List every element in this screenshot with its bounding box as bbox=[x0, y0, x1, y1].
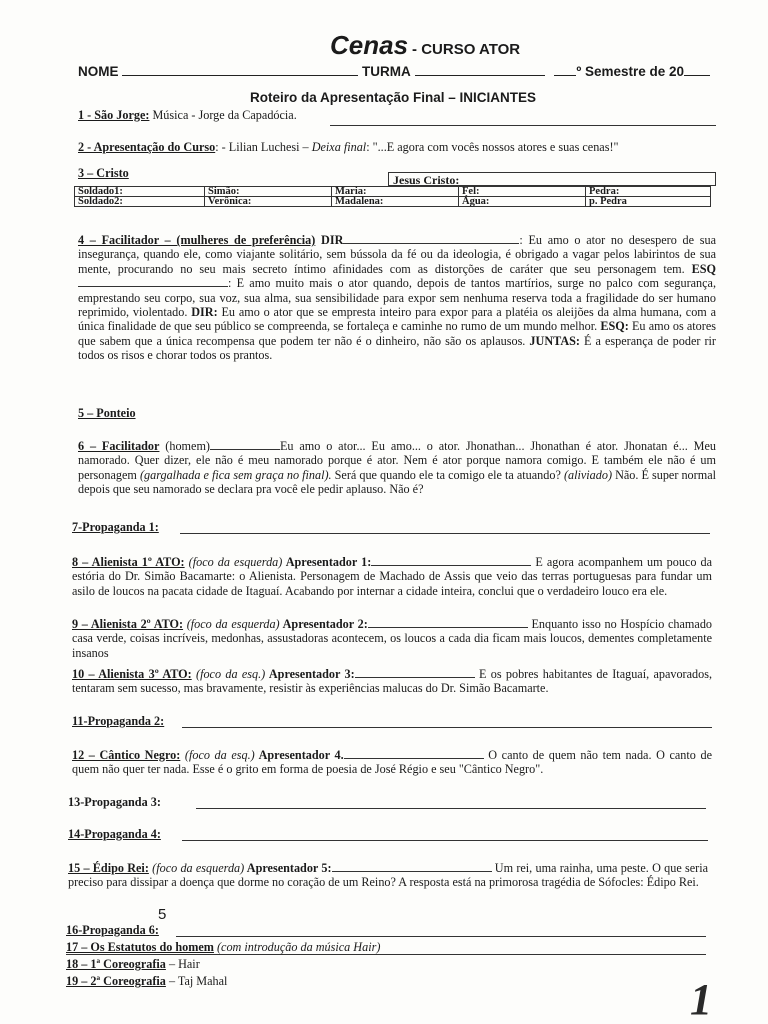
title-cenas: Cenas bbox=[330, 30, 409, 60]
item-1-line bbox=[330, 125, 716, 126]
item-11-heading: 11-Propaganda 2: bbox=[72, 714, 165, 728]
item-4-p4: Eu amo os atores que sabem que a única recompensa que podem ter não é o dinheiro, não são os aplausos. bbox=[78, 319, 716, 348]
item-6-italic-2: (aliviado) bbox=[563, 467, 612, 482]
item-13-heading: 13-Propaganda 3: bbox=[68, 795, 161, 809]
semestre-number-field[interactable] bbox=[554, 75, 576, 76]
nome-label: NOME bbox=[78, 64, 119, 79]
item-12 bbox=[72, 748, 712, 777]
cast-cell: p. Pedra bbox=[586, 197, 711, 207]
item-10 bbox=[72, 667, 712, 696]
item-11 bbox=[72, 714, 164, 728]
item-17 bbox=[66, 940, 380, 954]
item-6 bbox=[78, 439, 716, 497]
item-13-line[interactable] bbox=[196, 808, 706, 809]
page-number-mark: 1 bbox=[690, 975, 712, 1024]
item-12-foco: (foco da esq.) bbox=[180, 748, 255, 762]
item-16-line[interactable] bbox=[176, 936, 706, 937]
turma-label: TURMA bbox=[362, 64, 411, 79]
item-11-line[interactable] bbox=[182, 727, 712, 728]
item-14-line[interactable] bbox=[182, 840, 708, 841]
facilitador-name-field[interactable] bbox=[210, 439, 280, 450]
item-18-heading: 18 – 1ª Coreografia bbox=[66, 957, 166, 971]
document-title bbox=[330, 30, 520, 61]
item-6-p2: Será que quando ele ta comigo ele ta atuando? bbox=[331, 467, 564, 482]
item-15-apresentador: Apresentador 5: bbox=[244, 861, 332, 875]
item-8 bbox=[72, 555, 712, 598]
header-fields bbox=[78, 64, 710, 79]
item-8-text: E agora acompanhem um pouco da estória do Dr. Simão Bacamarte: o Alienista. Personagem de Machado de Assis que veio das terras portuguesas para fundar um asilo de loucos na pacata cidade de Itaguaí. Acabando por internar a cidade inteira, conclui que o verdadeiro louco era ele. bbox=[72, 555, 713, 598]
cast-row-1 bbox=[75, 187, 711, 197]
nome-field[interactable] bbox=[122, 75, 358, 76]
jesus-cristo-label: Jesus Cristo: bbox=[393, 173, 460, 187]
item-18 bbox=[66, 957, 200, 971]
item-6-homem: (homem) bbox=[159, 439, 210, 453]
item-16 bbox=[66, 923, 159, 937]
item-4-dir2: DIR: bbox=[191, 305, 218, 320]
item-4 bbox=[78, 233, 716, 363]
item-17-note: (com introdução da música Hair) bbox=[213, 940, 381, 954]
jesus-cristo-box bbox=[388, 172, 716, 186]
item-12-apresentador: Apresentador 4. bbox=[254, 748, 344, 762]
item-14 bbox=[68, 827, 161, 841]
cast-row-2 bbox=[75, 197, 711, 207]
item-9-text: Enquanto isso no Hospício chamado casa verde, coisas incríveis, medonhas, assustadoras acontecem, os loucos a cada dia ficam mais loucos, dementes completamente insanos bbox=[72, 617, 713, 660]
item-14-heading: 14-Propaganda 4: bbox=[68, 827, 161, 841]
item-4-juntas: JUNTAS: bbox=[529, 333, 580, 348]
item-7 bbox=[72, 520, 159, 534]
item-9-apresentador: Apresentador 2: bbox=[279, 617, 368, 631]
item-15 bbox=[68, 861, 708, 890]
item-4-dir: DIR bbox=[315, 233, 344, 247]
item-2 bbox=[78, 140, 718, 154]
cast-table-wrap bbox=[74, 186, 711, 207]
apresentador-3-field[interactable] bbox=[355, 667, 475, 678]
turma-field[interactable] bbox=[415, 75, 545, 76]
cast-cell: Simão: bbox=[205, 187, 332, 197]
cast-cell: Soldado2: bbox=[75, 197, 205, 207]
cast-cell: Soldado1: bbox=[75, 187, 205, 197]
item-7-heading: 7-Propaganda 1: bbox=[72, 520, 159, 534]
item-17-rule bbox=[66, 954, 706, 955]
item-6-p1: Eu amo o ator... Eu amo... o ator. Jhonathan... Jhonathan é ator. Jhonatan é... Meu namorado. Quer dizer, ele não é meu namorado porque é ator. Nem é ator porque namora comigo. E também ele não é um personagem bbox=[78, 439, 716, 482]
item-2-text2: : "...E agora com vocês nossos atores e suas cenas!" bbox=[366, 140, 619, 154]
item-5-heading: 5 – Ponteio bbox=[78, 406, 136, 420]
cast-cell: Madalena: bbox=[332, 197, 459, 207]
item-4-p3: Eu amo o ator que se empresta inteiro para expor para a platéia os aleijões da alma humana, com a única finalidade de que seu público se compreenda, se fortaleça e caminhe no rumo de um mundo melhor. bbox=[78, 305, 716, 334]
item-9-heading: 9 – Alienista 2º ATO: bbox=[72, 617, 184, 631]
cast-cell: Verônica: bbox=[205, 197, 332, 207]
cast-cell: Fel: bbox=[459, 187, 586, 197]
item-4-p1: : Eu amo o ator no desespero de sua insegurança, quando ele, como viajante solitário, sem bússola da fé ou da ideologia, é obrigado a vagar pelos labirintos de sua mente, procurando no seu mais secreto íntimo afinidades com as distorções de caráter que seu personagem tem. bbox=[78, 233, 716, 276]
item-15-heading: 15 – Édipo Rei: bbox=[68, 861, 149, 875]
item-3-heading: 3 – Cristo bbox=[78, 166, 129, 180]
cast-cell: Maria: bbox=[332, 187, 459, 197]
item-10-heading: 10 – Alienista 3º ATO: bbox=[72, 667, 192, 681]
item-13 bbox=[68, 795, 161, 809]
item-4-heading: 4 – Facilitador – (mulheres de preferência) bbox=[78, 233, 316, 247]
item-19 bbox=[66, 974, 227, 988]
item-4-p5: É a esperança de poder rir todos os risos e chorar todos os prantos. bbox=[78, 333, 716, 363]
item-19-heading: 19 – 2ª Coreografia bbox=[66, 974, 166, 988]
item-5 bbox=[78, 406, 136, 420]
item-8-heading: 8 – Alienista 1º ATO: bbox=[72, 555, 185, 569]
subtitle: Roteiro da Apresentação Final – INICIANTES bbox=[250, 90, 537, 105]
handwritten-5: 5 bbox=[158, 906, 167, 923]
item-6-italic-1: (gargalhada e fica sem graça no final). bbox=[139, 467, 332, 482]
item-3-heading-wrap bbox=[78, 166, 129, 180]
item-7-line[interactable] bbox=[180, 533, 710, 534]
item-4-p2: : E amo muito mais o ator quando, depois de tantos martírios, surge no palco com segurança, emprestando seu corpo, sua voz, sua alma, sua sensibilidade para expor sem nenhuma reserva toda a fragilidade do ser humano reprimido, violentado. bbox=[78, 276, 716, 320]
item-9 bbox=[72, 617, 712, 660]
item-10-apresentador: Apresentador 3: bbox=[265, 667, 355, 681]
item-12-text: O canto de quem não tem nada. O canto de quem não quer ter nada. Esse é o grito em forma de poesia de José Régio e seu "Cântico Negro". bbox=[72, 748, 712, 777]
item-15-foco: (foco da esquerda) bbox=[148, 861, 245, 875]
apresentador-5-field[interactable] bbox=[332, 861, 492, 872]
item-12-heading: 12 – Cântico Negro: bbox=[72, 748, 181, 762]
item-2-italic: Deixa final bbox=[311, 140, 367, 154]
item-1-heading: 1 - São Jorge: bbox=[78, 108, 150, 122]
item-2-heading: 2 - Apresentação do Curso bbox=[78, 140, 216, 154]
year-field[interactable] bbox=[684, 75, 710, 76]
esq-name-field[interactable] bbox=[78, 276, 228, 287]
item-1 bbox=[78, 108, 716, 122]
apresentador-4-field[interactable] bbox=[344, 748, 484, 759]
semestre-label: º Semestre de 20 bbox=[576, 64, 685, 79]
dir-name-field[interactable] bbox=[343, 233, 519, 244]
item-4-esq: ESQ bbox=[691, 261, 716, 276]
cast-cell: Pedra: bbox=[586, 187, 711, 197]
item-2-text1: : - Lilian Luchesi – bbox=[215, 140, 312, 154]
item-15-text: Um rei, uma rainha, uma peste. O que seria preciso para dissipar a doença que dorme no coração de um Reino? A resposta está na primorosa tragédia de Sófocles: Édipo Rei. bbox=[68, 861, 708, 890]
item-8-apresentador: Apresentador 1: bbox=[282, 555, 372, 569]
title-suffix: - CURSO ATOR bbox=[412, 41, 521, 58]
item-6-p3: Não. É super normal depois que seu namorado se declara pra você ele pedir aplauso. Não é? bbox=[78, 467, 716, 497]
cast-cell: Água: bbox=[459, 197, 586, 207]
item-8-foco: (foco da esquerda) bbox=[184, 555, 283, 569]
cast-table bbox=[74, 186, 711, 207]
item-18-text: – Hair bbox=[165, 957, 200, 971]
item-1-text: Música - Jorge da Capadócia. bbox=[149, 108, 297, 122]
item-10-text: E os pobres habitantes de Itaguaí, apavorados, tentaram sem sucesso, mas bravamente, resistir às experiências malucas do Dr. Simão Bacamarte. bbox=[72, 667, 712, 696]
item-6-heading: 6 – Facilitador bbox=[78, 439, 160, 453]
item-9-foco: (foco da esquerda) bbox=[183, 617, 280, 631]
apresentador-2-field[interactable] bbox=[368, 617, 528, 628]
item-4-esq2: ESQ: bbox=[600, 319, 629, 334]
item-10-foco: (foco da esq.) bbox=[191, 667, 266, 681]
apresentador-1-field[interactable] bbox=[371, 555, 531, 566]
item-17-heading: 17 – Os Estatutos do homem bbox=[66, 940, 214, 954]
item-19-text: – Taj Mahal bbox=[165, 974, 228, 988]
item-16-heading: 16-Propaganda 6: bbox=[66, 923, 159, 937]
